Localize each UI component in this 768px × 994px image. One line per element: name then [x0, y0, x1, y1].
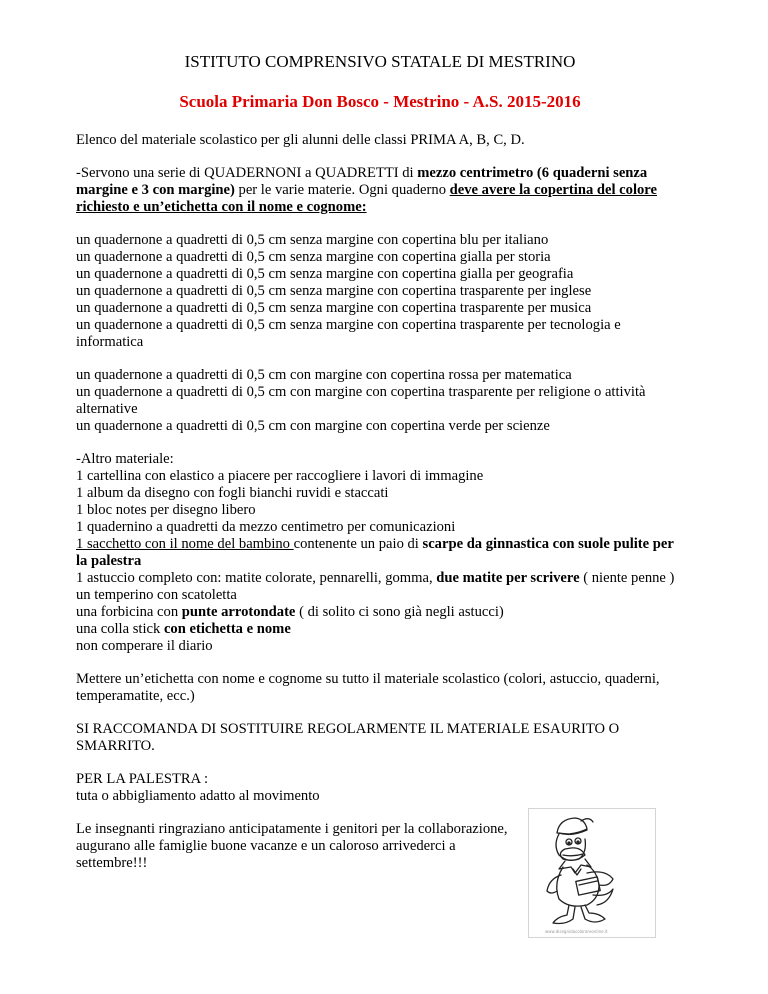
donald-duck-image	[528, 808, 656, 938]
palestra-heading: PER LA PALESTRA :	[76, 771, 209, 787]
school-subtitle: Scuola Primaria Don Bosco - Mestrino - A.S. 2015-2016	[179, 92, 581, 111]
list-item	[76, 570, 684, 587]
forbicina-text-2: ( di solito ci sono già negli astucci)	[295, 604, 504, 620]
image-credit: www.disegnidacolorareonline.it	[545, 929, 608, 934]
quaderni-note-underline: deve avere la copertina del colore richiesto e un’etichetta con il nome e cognome:	[76, 182, 658, 215]
list-item: 1 quadernino a quadretti da mezzo centimetro per comunicazioni	[76, 519, 456, 535]
list-item: 1 album da disegno con fogli bianchi ruvidi e staccati	[76, 485, 389, 501]
sacchetto-text: contenente un paio di	[293, 536, 423, 552]
intro-text: Elenco del materiale scolastico per gli alunni delle classi PRIMA A, B, C, D.	[76, 132, 525, 148]
quaderni-note-text-2: per le varie materie. Ogni quaderno	[234, 182, 450, 198]
astuccio-text: 1 astuccio completo con: matite colorate, pennarelli, gomma,	[76, 570, 437, 586]
list-item: un quadernone a quadretti di 0,5 cm senza margine con copertina trasparente per tecnologia e informatica	[76, 317, 621, 350]
list-item: un quadernone a quadretti di 0,5 cm con margine con copertina trasparente per religione o attività alternative	[76, 384, 646, 417]
closing-text: Le insegnanti ringraziano anticipatamente i genitori per la collaborazione, augurano alle famiglie buone vacanze e un caloroso arrivederci a settembre!!!	[76, 821, 508, 871]
list-item: 1 bloc notes per disegno libero	[76, 502, 256, 518]
colla-bold: con etichetta e nome	[163, 621, 291, 637]
raccomanda-text: SI RACCOMANDA DI SOSTITUIRE REGOLARMENTE IL MATERIALE ESAURITO O SMARRITO.	[76, 721, 620, 754]
con-margine-list	[76, 367, 684, 435]
list-item: non comperare il diario	[76, 638, 213, 654]
list-item: un quadernone a quadretti di 0,5 cm senza margine con copertina blu per italiano	[76, 232, 549, 248]
colla-text: una colla stick	[76, 621, 164, 637]
altro-heading: -Altro materiale:	[76, 451, 174, 467]
list-item: un quadernone a quadretti di 0,5 cm senza margine con copertina trasparente per musica	[76, 300, 592, 316]
list-item: un quadernone a quadretti di 0,5 cm senza margine con copertina gialla per geografia	[76, 266, 574, 282]
list-item: un quadernone a quadretti di 0,5 cm con margine con copertina verde per scienze	[76, 418, 550, 434]
senza-margine-list	[76, 232, 684, 351]
etichetta-text: Mettere un’etichetta con nome e cognome su tutto il materiale scolastico (colori, astuccio, quaderni, temperamatite, ecc.)	[76, 671, 660, 704]
list-item: un quadernone a quadretti di 0,5 cm con margine con copertina rossa per matematica	[76, 367, 572, 383]
list-item	[76, 604, 684, 621]
quaderni-note-text-1: -Servono una serie di QUADERNONI a QUADRETTI di	[76, 165, 418, 181]
school-title: ISTITUTO COMPRENSIVO STATALE DI MESTRINO	[184, 52, 576, 71]
list-item: un temperino con scatoletta	[76, 587, 237, 603]
sacchetto-bold: scarpe da ginnastica con suole pulite per la palestra	[76, 536, 674, 569]
quaderni-note	[76, 165, 684, 216]
list-item: un quadernone a quadretti di 0,5 cm senza margine con copertina trasparente per inglese	[76, 283, 592, 299]
quaderni-note-bold: mezzo centrimetro (6 quaderni senza margine e 3 con margine)	[76, 165, 648, 198]
sacchetto-underline: 1 sacchetto con il nome del bambino	[76, 536, 294, 552]
astuccio-text-2: ( niente penne )	[579, 570, 675, 586]
astuccio-bold: due matite per scrivere	[436, 570, 580, 586]
palestra-text: tuta o abbigliamento adatto al movimento	[76, 788, 320, 804]
list-item: 1 cartellina con elastico a piacere per raccogliere i lavori di immagine	[76, 468, 484, 484]
list-item	[76, 536, 684, 570]
altro-materiale-list	[76, 451, 684, 655]
donald-duck-coloring-icon	[529, 809, 655, 927]
list-item: un quadernone a quadretti di 0,5 cm senza margine con copertina gialla per storia	[76, 249, 551, 265]
forbicina-bold: punte arrotondate	[181, 604, 296, 620]
list-item	[76, 621, 684, 638]
palestra-section	[76, 771, 684, 805]
forbicina-text: una forbicina con	[76, 604, 182, 620]
